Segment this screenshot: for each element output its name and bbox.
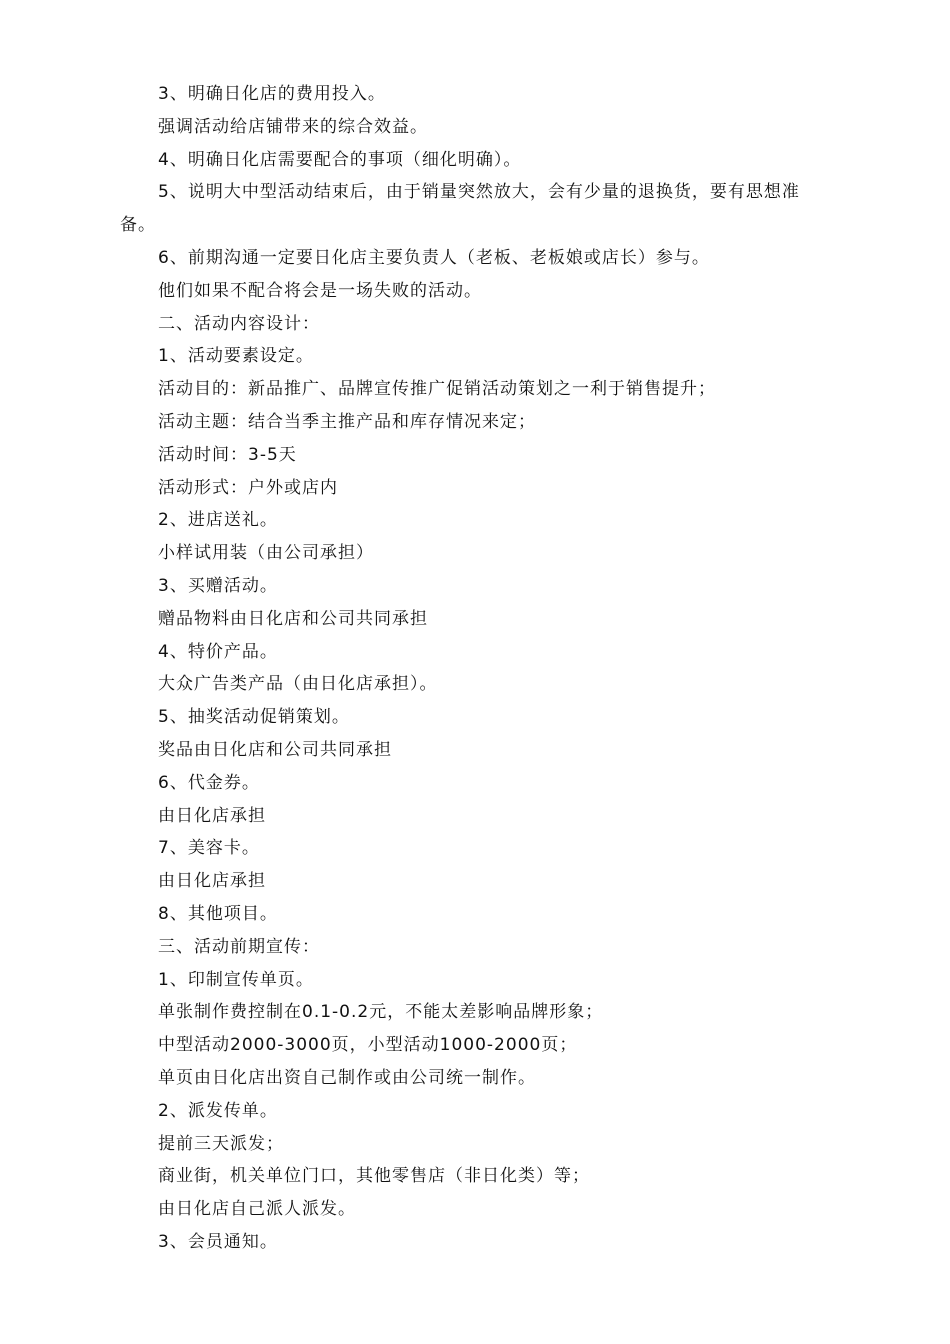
paragraph: 1、活动要素设定。 — [158, 346, 314, 367]
paragraph: 活动主题：结合当季主推产品和库存情况来定； — [158, 411, 536, 432]
paragraph: 他们如果不配合将会是一场失败的活动。 — [158, 280, 482, 301]
paragraph: 6、代金券。 — [158, 772, 260, 793]
paragraph: 4、特价产品。 — [158, 641, 278, 662]
paragraph: 强调活动给店铺带来的综合效益。 — [158, 116, 428, 137]
paragraph: 由日化店承担 — [158, 871, 266, 892]
paragraph: 单张制作费控制在0.1-0.2元，不能太差影响品牌形象； — [158, 1002, 604, 1023]
paragraph: 2、进店送礼。 — [158, 510, 278, 531]
paragraph: 6、前期沟通一定要日化店主要负责人（老板、老板娘或店长）参与。 — [158, 247, 710, 268]
paragraph: 4、明确日化店需要配合的事项（细化明确）。 — [158, 149, 522, 170]
section-heading: 三、活动前期宣传： — [158, 936, 320, 957]
paragraph: 活动形式：户外或店内 — [158, 477, 338, 498]
paragraph: 5、说明大中型活动结束后，由于销量突然放大，会有少量的退换货，要有思想准备。 — [120, 182, 800, 236]
paragraph: 1、印制宣传单页。 — [158, 969, 314, 990]
paragraph: 大众广告类产品（由日化店承担）。 — [158, 674, 438, 695]
paragraph: 活动时间：3-5天 — [158, 444, 297, 465]
paragraph: 2、派发传单。 — [158, 1100, 278, 1121]
paragraph: 3、会员通知。 — [158, 1231, 278, 1252]
paragraph: 奖品由日化店和公司共同承担 — [158, 739, 392, 760]
paragraph: 5、抽奖活动促销策划。 — [158, 707, 350, 728]
section-heading: 二、活动内容设计： — [158, 313, 320, 334]
paragraph: 中型活动2000-3000页，小型活动1000-2000页； — [158, 1035, 578, 1056]
paragraph: 由日化店自己派人派发。 — [158, 1199, 356, 1220]
paragraph: 单页由日化店出资自己制作或由公司统一制作。 — [158, 1067, 536, 1088]
paragraph: 提前三天派发； — [158, 1133, 284, 1154]
paragraph: 商业街，机关单位门口，其他零售店（非日化类）等； — [158, 1166, 590, 1187]
paragraph: 8、其他项目。 — [158, 903, 278, 924]
paragraph: 3、买赠活动。 — [158, 575, 278, 596]
paragraph: 活动目的：新品推广、品牌宣传推广促销活动策划之一利于销售提升； — [158, 379, 716, 400]
paragraph: 7、美容卡。 — [158, 838, 260, 859]
paragraph: 赠品物料由日化店和公司共同承担 — [158, 608, 428, 629]
paragraph: 3、明确日化店的费用投入。 — [158, 84, 386, 104]
paragraph: 小样试用装（由公司承担） — [158, 543, 374, 564]
paragraph: 由日化店承担 — [158, 805, 266, 826]
document-body — [120, 78, 835, 1259]
